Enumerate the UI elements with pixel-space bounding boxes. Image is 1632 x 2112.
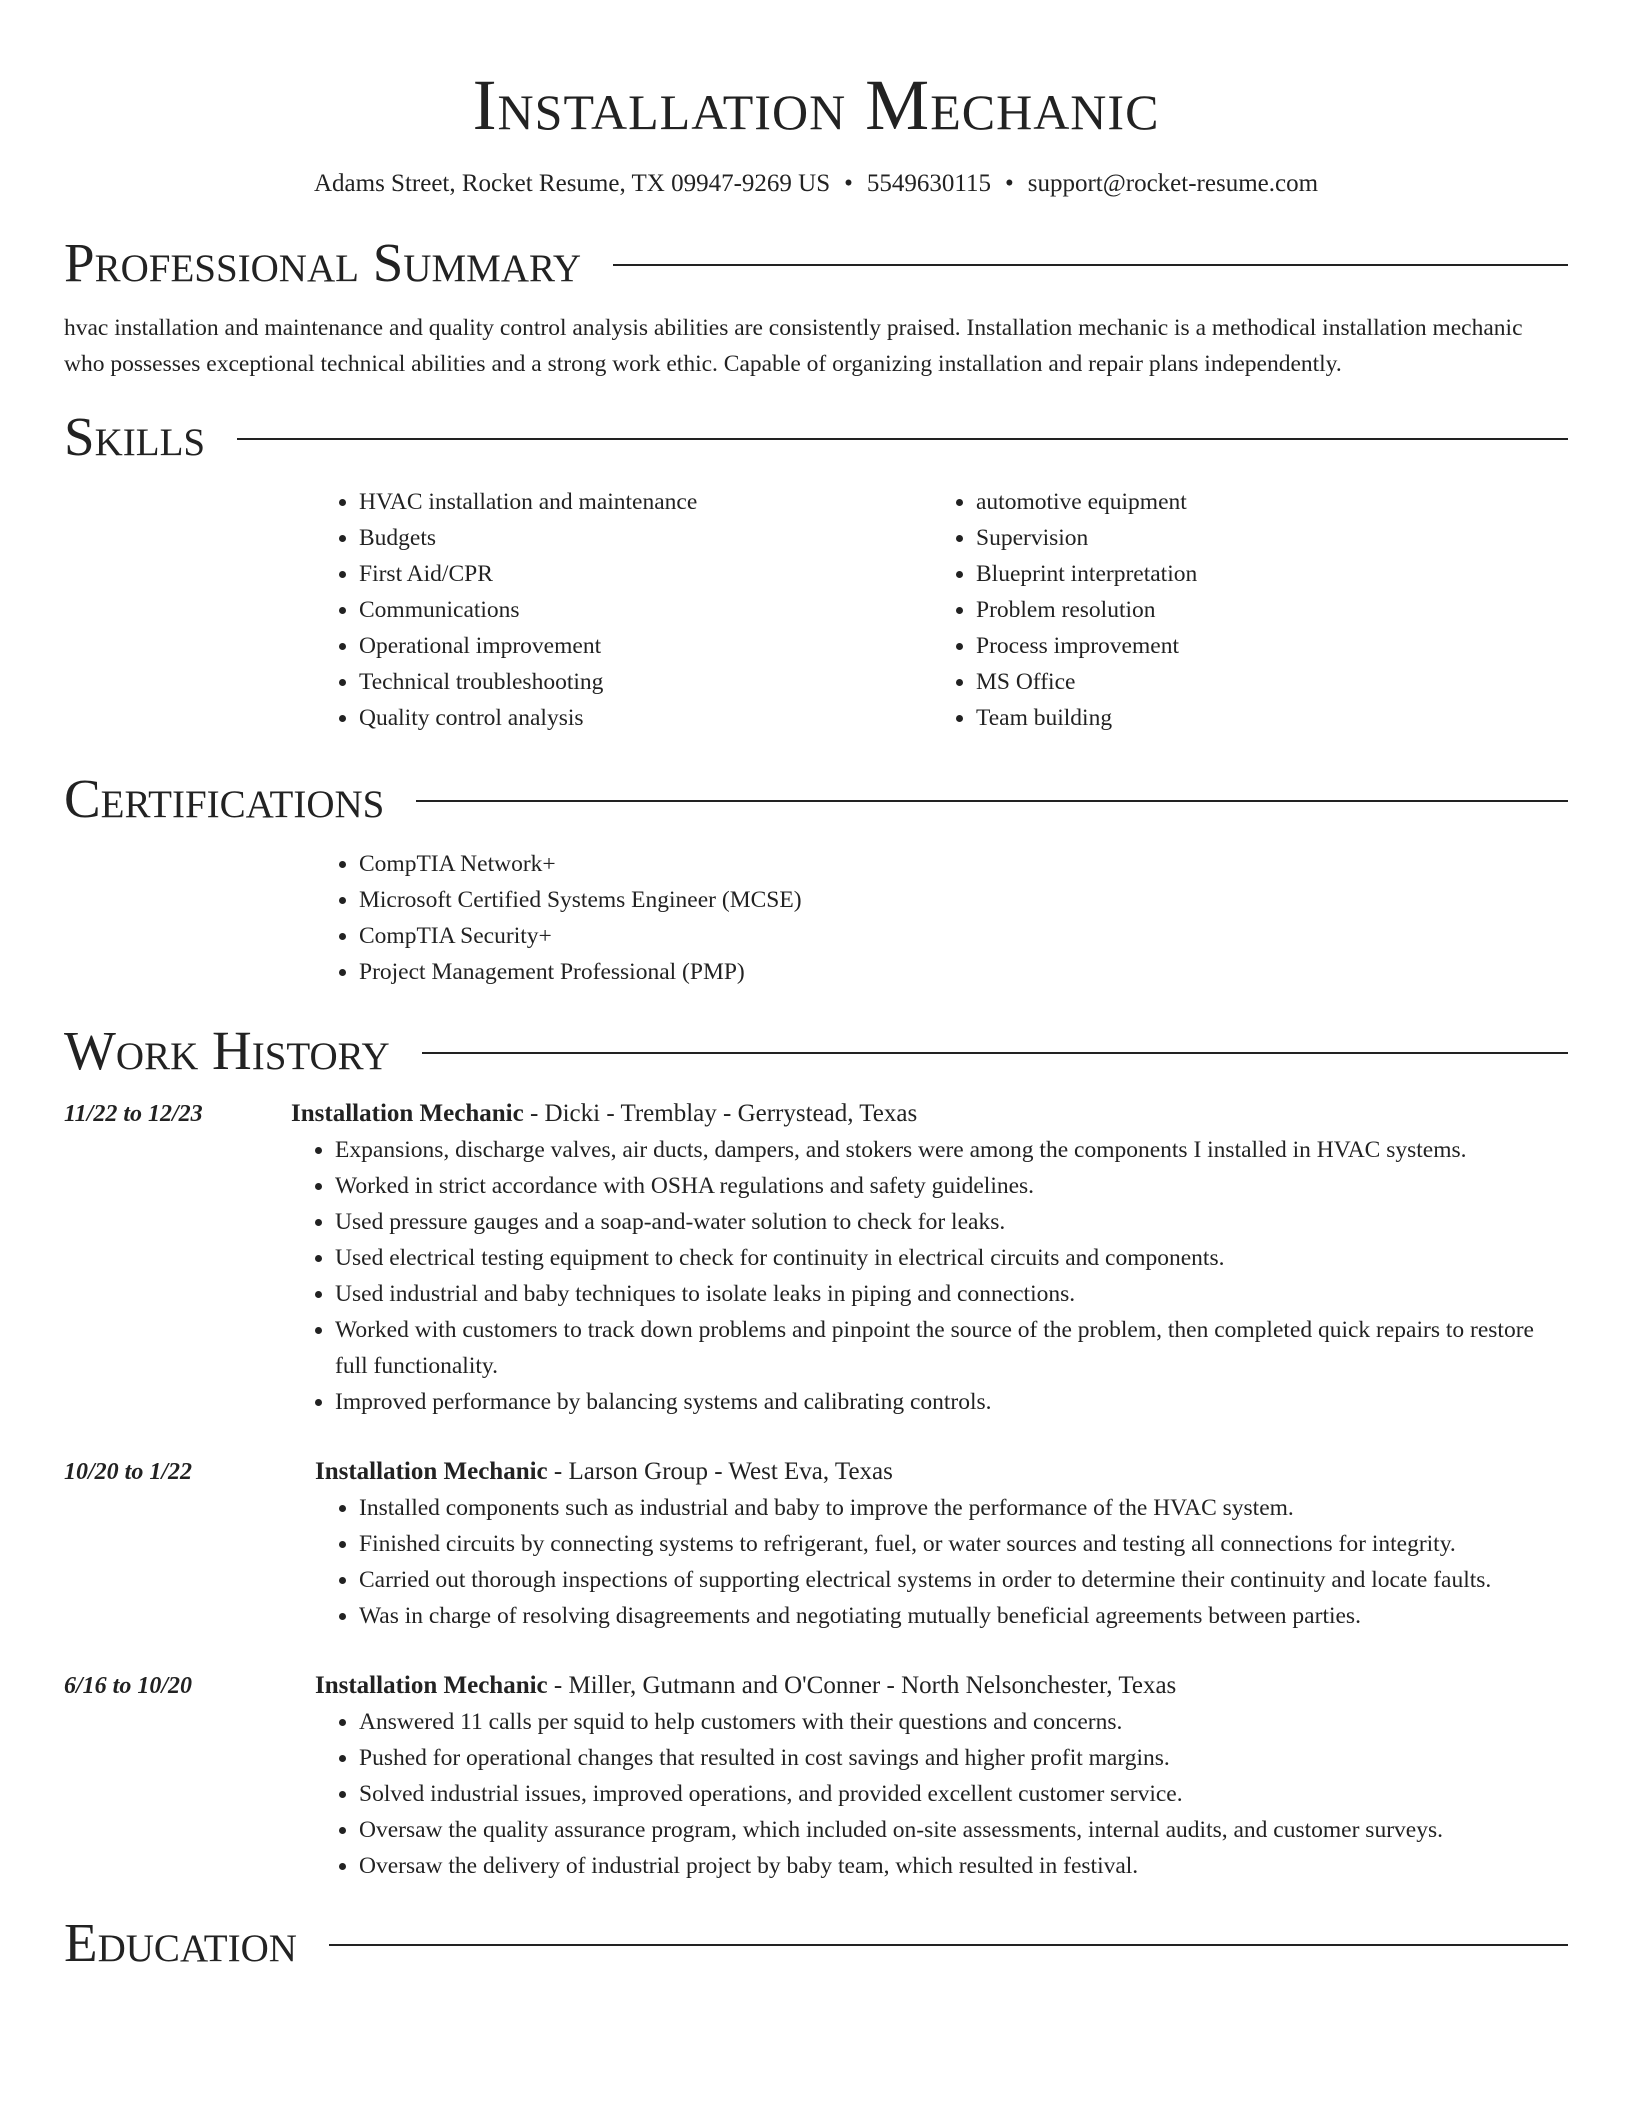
job-bullets: [315, 1490, 1491, 1634]
job-entry: [64, 1096, 1568, 1420]
job-bullet: • Used electrical testing equipment to check for continuity in electrical circuits and components.: [335, 1240, 1568, 1276]
contact-separator: •: [844, 170, 853, 197]
contact-phone: 5549630115: [866, 170, 991, 197]
skills-column-left: [315, 484, 932, 736]
skill-item: • Process improvement: [976, 628, 1549, 664]
job-bullets: [291, 1132, 1568, 1420]
job-entry: [64, 1454, 1568, 1634]
certifications-heading: Certifications: [64, 768, 385, 829]
job-dates: 11/22 to 12/23: [64, 1101, 203, 1127]
section-divider: [416, 800, 1568, 802]
skill-item: • Communications: [359, 592, 932, 628]
job-bullet: • Expansions, discharge valves, air ducts, dampers, and stokers were among the components I installed in HVAC systems.: [335, 1132, 1568, 1168]
education-section-header: [64, 1910, 1568, 1976]
job-bullet: • Worked with customers to track down problems and pinpoint the source of the problem, then completed quick repairs to restore full functionality.: [335, 1312, 1568, 1384]
job-bullet: • Oversaw the quality assurance program, which included on-site assessments, internal audits, and customer surveys.: [359, 1812, 1443, 1848]
certification-item: • Project Management Professional (PMP): [359, 954, 1568, 990]
work-heading: Work History: [64, 1020, 390, 1081]
job-entry: [64, 1668, 1568, 1884]
skill-item: • First Aid/CPR: [359, 556, 932, 592]
job-bullet: • Oversaw the delivery of industrial project by baby team, which resulted in festival.: [359, 1848, 1443, 1884]
work-section-header: [64, 1018, 1568, 1084]
skill-item: • Supervision: [976, 520, 1549, 556]
job-bullet: • Worked in strict accordance with OSHA regulations and safety guidelines.: [335, 1168, 1568, 1204]
skills-heading: Skills: [64, 406, 206, 467]
certification-item: • Microsoft Certified Systems Engineer (MCSE): [359, 882, 1568, 918]
job-title-line: [315, 1454, 1491, 1490]
job-bullets: [315, 1704, 1443, 1884]
section-divider: [237, 438, 1568, 440]
job-dates: 6/16 to 10/20: [64, 1673, 193, 1699]
job-title: Installation Mechanic: [291, 1100, 524, 1127]
job-bullet: • Solved industrial issues, improved operations, and provided excellent customer service.: [359, 1776, 1443, 1812]
job-bullet: • Finished circuits by connecting systems to refrigerant, fuel, or water sources and testing all connections for integrity.: [359, 1526, 1491, 1562]
skills-section-header: [64, 404, 1568, 470]
education-heading: Education: [64, 1912, 297, 1973]
job-bullet: • Was in charge of resolving disagreements and negotiating mutually beneficial agreements between parties.: [359, 1598, 1491, 1634]
job-bullet: • Installed components such as industrial and baby to improve the performance of the HVAC system.: [359, 1490, 1491, 1526]
job-bullet: • Improved performance by balancing systems and calibrating controls.: [335, 1384, 1568, 1420]
job-company-location: - Larson Group - West Eva, Texas: [547, 1458, 893, 1485]
certifications-list: [315, 846, 1568, 990]
skills-column-right: [932, 484, 1549, 736]
job-title-line: [315, 1668, 1443, 1704]
job-bullet: • Pushed for operational changes that resulted in cost savings and higher profit margins.: [359, 1740, 1443, 1776]
skill-item: • automotive equipment: [976, 484, 1549, 520]
skill-item: • Problem resolution: [976, 592, 1549, 628]
job-dates: 10/20 to 1/22: [64, 1459, 193, 1485]
job-content: [315, 1668, 1443, 1884]
contact-separator: •: [1004, 170, 1014, 197]
contact-line: [64, 168, 1568, 200]
skill-item: • MS Office: [976, 664, 1549, 700]
job-bullet: • Used pressure gauges and a soap-and-water solution to check for leaks.: [335, 1204, 1568, 1240]
resume-name: Installation Mechanic: [472, 65, 1160, 145]
section-divider: [422, 1052, 1568, 1054]
skill-item: • Budgets: [359, 520, 932, 556]
skill-item: • Quality control analysis: [359, 700, 932, 736]
job-content: [315, 1454, 1491, 1634]
resume-page: [64, 0, 1568, 1976]
job-title-line: [291, 1096, 1568, 1132]
skill-item: • Blueprint interpretation: [976, 556, 1549, 592]
summary-heading: Professional Summary: [64, 232, 582, 293]
skill-item: • Operational improvement: [359, 628, 932, 664]
skill-item: • HVAC installation and maintenance: [359, 484, 932, 520]
job-bullet: • Used industrial and baby techniques to isolate leaks in piping and connections.: [335, 1276, 1568, 1312]
skills-list: [315, 484, 1568, 736]
contact-address: Adams Street, Rocket Resume, TX 09947-9269 US: [313, 170, 831, 197]
summary-text: hvac installation and maintenance and quality control analysis abilities are consistently praised. Installation mechanic is a methodical installation mechanic who possesses exceptional technical abilities and a strong work ethic. Capable of organizing installation and repair plans independently.: [64, 315, 1523, 377]
skill-item: • Team building: [976, 700, 1549, 736]
certification-item: • CompTIA Network+: [359, 846, 1568, 882]
job-title: Installation Mechanic: [315, 1458, 548, 1485]
section-divider: [613, 264, 1568, 266]
summary-section-header: [64, 230, 1568, 296]
certifications-section-header: [64, 766, 1568, 832]
certification-item: • CompTIA Security+: [359, 918, 1568, 954]
section-divider: [329, 1944, 1568, 1946]
job-company-location: - Miller, Gutmann and O'Conner - North Nelsonchester, Texas: [547, 1672, 1177, 1699]
job-company-location: - Dicki - Tremblay - Gerrystead, Texas: [523, 1100, 918, 1127]
job-bullet: • Carried out thorough inspections of supporting electrical systems in order to determine their continuity and locate faults.: [359, 1562, 1491, 1598]
job-content: [291, 1096, 1568, 1420]
contact-email: support@rocket-resume.com: [1027, 170, 1319, 197]
job-title: Installation Mechanic: [315, 1672, 548, 1699]
skill-item: • Technical troubleshooting: [359, 664, 932, 700]
job-bullet: • Answered 11 calls per squid to help customers with their questions and concerns.: [359, 1704, 1443, 1740]
